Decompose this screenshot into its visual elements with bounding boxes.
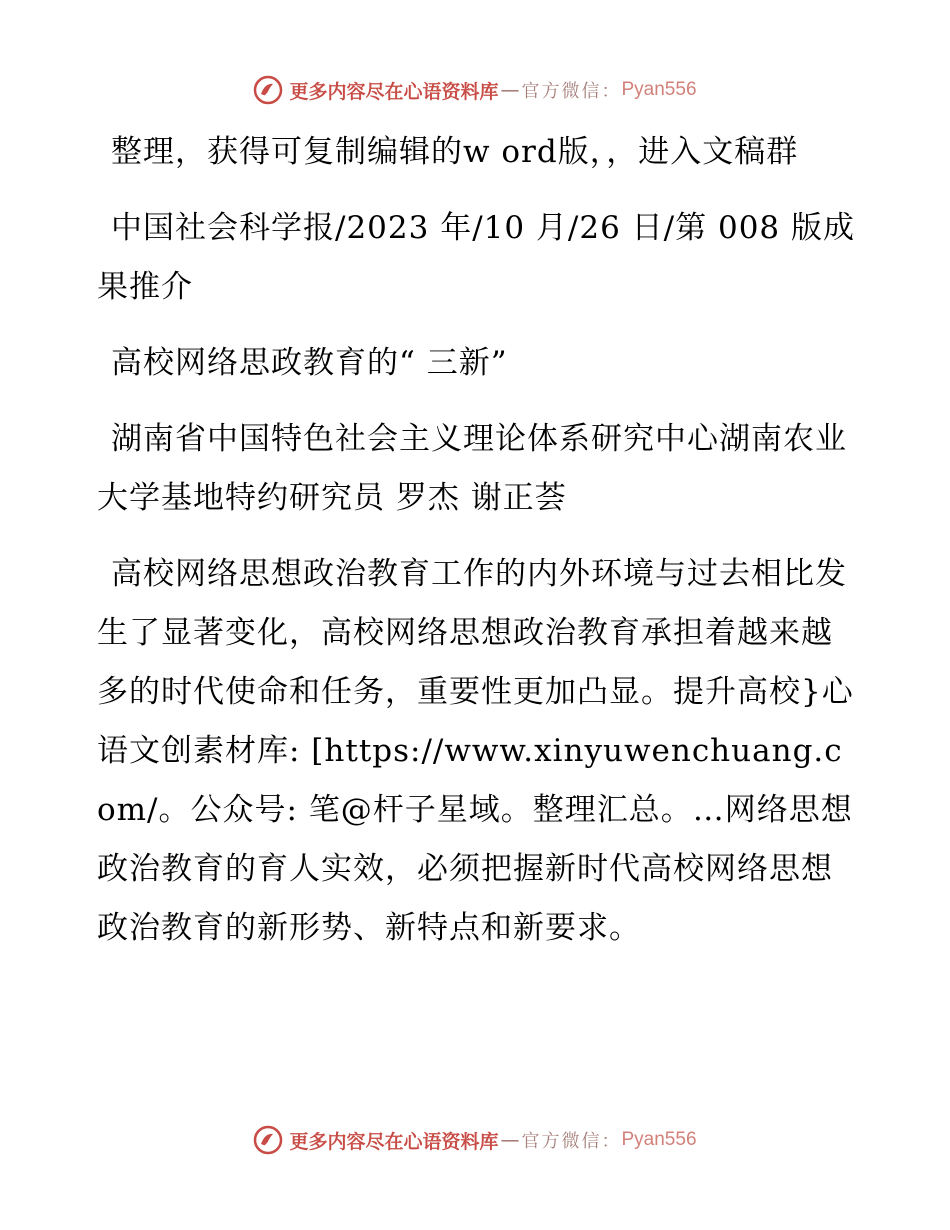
document-body: [97, 123, 857, 975]
paragraph-body: 高校网络思想政治教育工作的内外环境与过去相比发生了显著变化，高校网络思想政治教育承担着越来越多的时代使命和任务，重要性更加凸显。提升高校}心语文创素材库: [https://www.xinyuwenchuang.com/。公众号: 笔@杆子星域。整理汇总。…网络思想政治教育的育人实效，必须把握新时代高校网络思想政治教育的新形势、新特点和新要求。: [97, 556, 854, 946]
paragraph-authors: 湖南省中国特色社会主义理论体系研究中心湖南农业大学基地特约研究员 罗杰 谢正荟: [97, 421, 847, 516]
paragraph-title: 高校网络思政教育的“ 三新”: [111, 345, 508, 381]
paragraph-intro-note: 整理，获得可复制编辑的w ord版，，进入文稿群: [111, 134, 799, 170]
banner-wechat-id: Pyan556: [621, 1129, 697, 1150]
header-watermark-banner: [0, 70, 950, 110]
banner-wechat-id: Pyan556: [621, 79, 697, 100]
banner-text: 更多内容尽在心语资料库: [289, 1130, 499, 1153]
banner-separator: —: [500, 1129, 520, 1151]
banner-separator: —: [500, 79, 520, 101]
banner-text: 更多内容尽在心语资料库: [289, 80, 499, 103]
banner-wechat-label: 官方微信：: [521, 81, 622, 102]
xinyu-logo-icon: [253, 75, 283, 105]
paragraph-source: 中国社会科学报/2023 年/10 月/26 日/第 008 版成果推介: [97, 210, 856, 305]
banner-wechat-label: 官方微信：: [521, 1131, 622, 1152]
xinyu-logo-icon: [253, 1125, 283, 1155]
footer-watermark-banner: [0, 1120, 950, 1160]
